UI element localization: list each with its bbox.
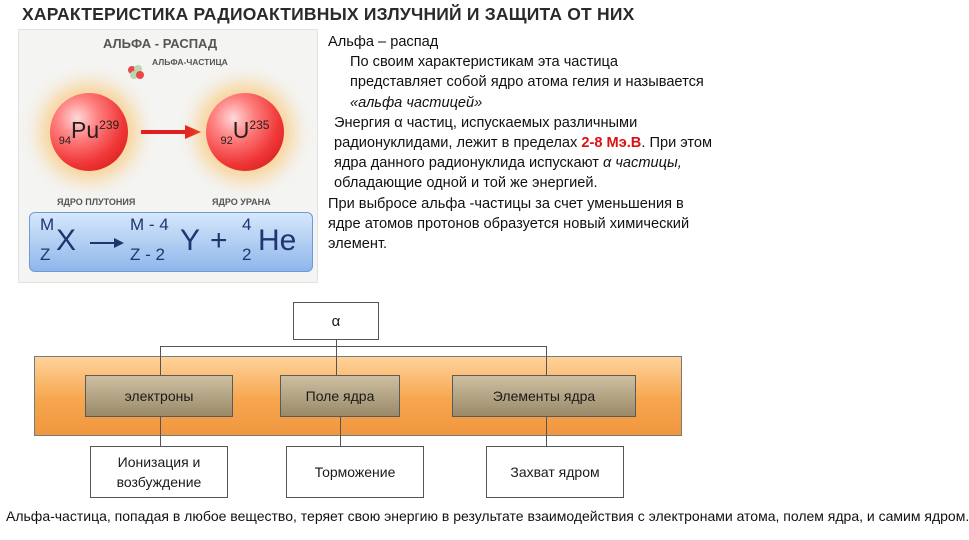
eq-charge-z: Z <box>40 245 51 264</box>
group-nucleus-elements: Элементы ядра <box>452 375 636 417</box>
u-symbol: U <box>232 117 250 143</box>
pu-symbol: Pu <box>71 117 100 143</box>
eq-charge-minus: Z - 2 <box>130 245 165 264</box>
result-ionization: Ионизация и возбуждение <box>90 446 228 498</box>
page-title: ХАРАКТЕРИСТИКА РАДИОАКТИВНЫХ ИЗЛУЧНИЙ И ЗАЩИТА ОТ НИХ <box>22 4 635 24</box>
illustration-heading: АЛЬФА - РАСПАД <box>103 36 218 51</box>
alpha-decay-illustration <box>18 29 318 283</box>
connector-field <box>340 417 341 446</box>
pu-atomic-number: 94 <box>58 135 72 147</box>
description-paragraph-1: По своим характеристикам эта частица представляет собой ядро атома гелия и называется «альфа частицей» <box>350 54 704 111</box>
eq-mass-m: M <box>40 215 55 234</box>
connector-electrons <box>160 417 161 446</box>
connector-horizontal <box>160 346 546 347</box>
eq-he-mass: 4 <box>242 215 252 234</box>
description-paragraph-2: Энергия α частиц, испускаемых различными радионуклидами, лежит в пределах 2-8 Мэ.В. При этом ядра данного радионуклида испускают α частицы, обладающие одной и той же энергией. <box>334 114 713 192</box>
u-mass-number: 235 <box>249 118 270 132</box>
alpha-particle-label: АЛЬФА-ЧАСТИЦА <box>152 57 228 67</box>
footer-text: Альфа-частица, попадая в любое вещество, теряет свою энергию в результате взаимодействия с электронами атома, полем ядра, и самим ядром. <box>6 508 969 524</box>
alpha-root-box: α <box>293 302 379 340</box>
eq-plus: + <box>210 224 228 257</box>
pu-mass-number: 239 <box>99 118 120 132</box>
group-electrons: электроны <box>85 375 233 417</box>
plutonium-nucleus <box>50 93 128 171</box>
description-text <box>328 32 714 254</box>
result-capture: Захват ядром <box>486 446 624 498</box>
alpha-particle-icon <box>125 63 147 81</box>
eq-daughter-y: Y <box>180 224 201 257</box>
eq-mass-minus: M - 4 <box>130 215 169 234</box>
group-nucleus-field: Поле ядра <box>280 375 400 417</box>
description-paragraph-3: При выбросе альфа -частицы за счет уменьшения в ядре атомов протонов образуется новый химический элемент. <box>328 195 690 253</box>
eq-arrow-icon <box>90 238 124 248</box>
connector-elements <box>546 417 547 446</box>
uranium-nucleus <box>206 93 284 171</box>
energy-range: 2-8 Мэ.В <box>581 135 642 152</box>
connector-right <box>546 346 547 375</box>
decay-equation <box>29 212 313 272</box>
eq-he-charge: 2 <box>242 245 252 264</box>
eq-parent-x: X <box>56 224 77 257</box>
result-braking: Торможение <box>286 446 424 498</box>
description-heading: Альфа – распад <box>328 34 439 50</box>
plutonium-caption: ЯДРО ПЛУТОНИЯ <box>57 197 136 207</box>
connector-left <box>160 346 161 375</box>
u-atomic-number: 92 <box>220 135 233 147</box>
uranium-caption: ЯДРО УРАНА <box>212 197 271 207</box>
eq-helium: He <box>258 224 297 257</box>
